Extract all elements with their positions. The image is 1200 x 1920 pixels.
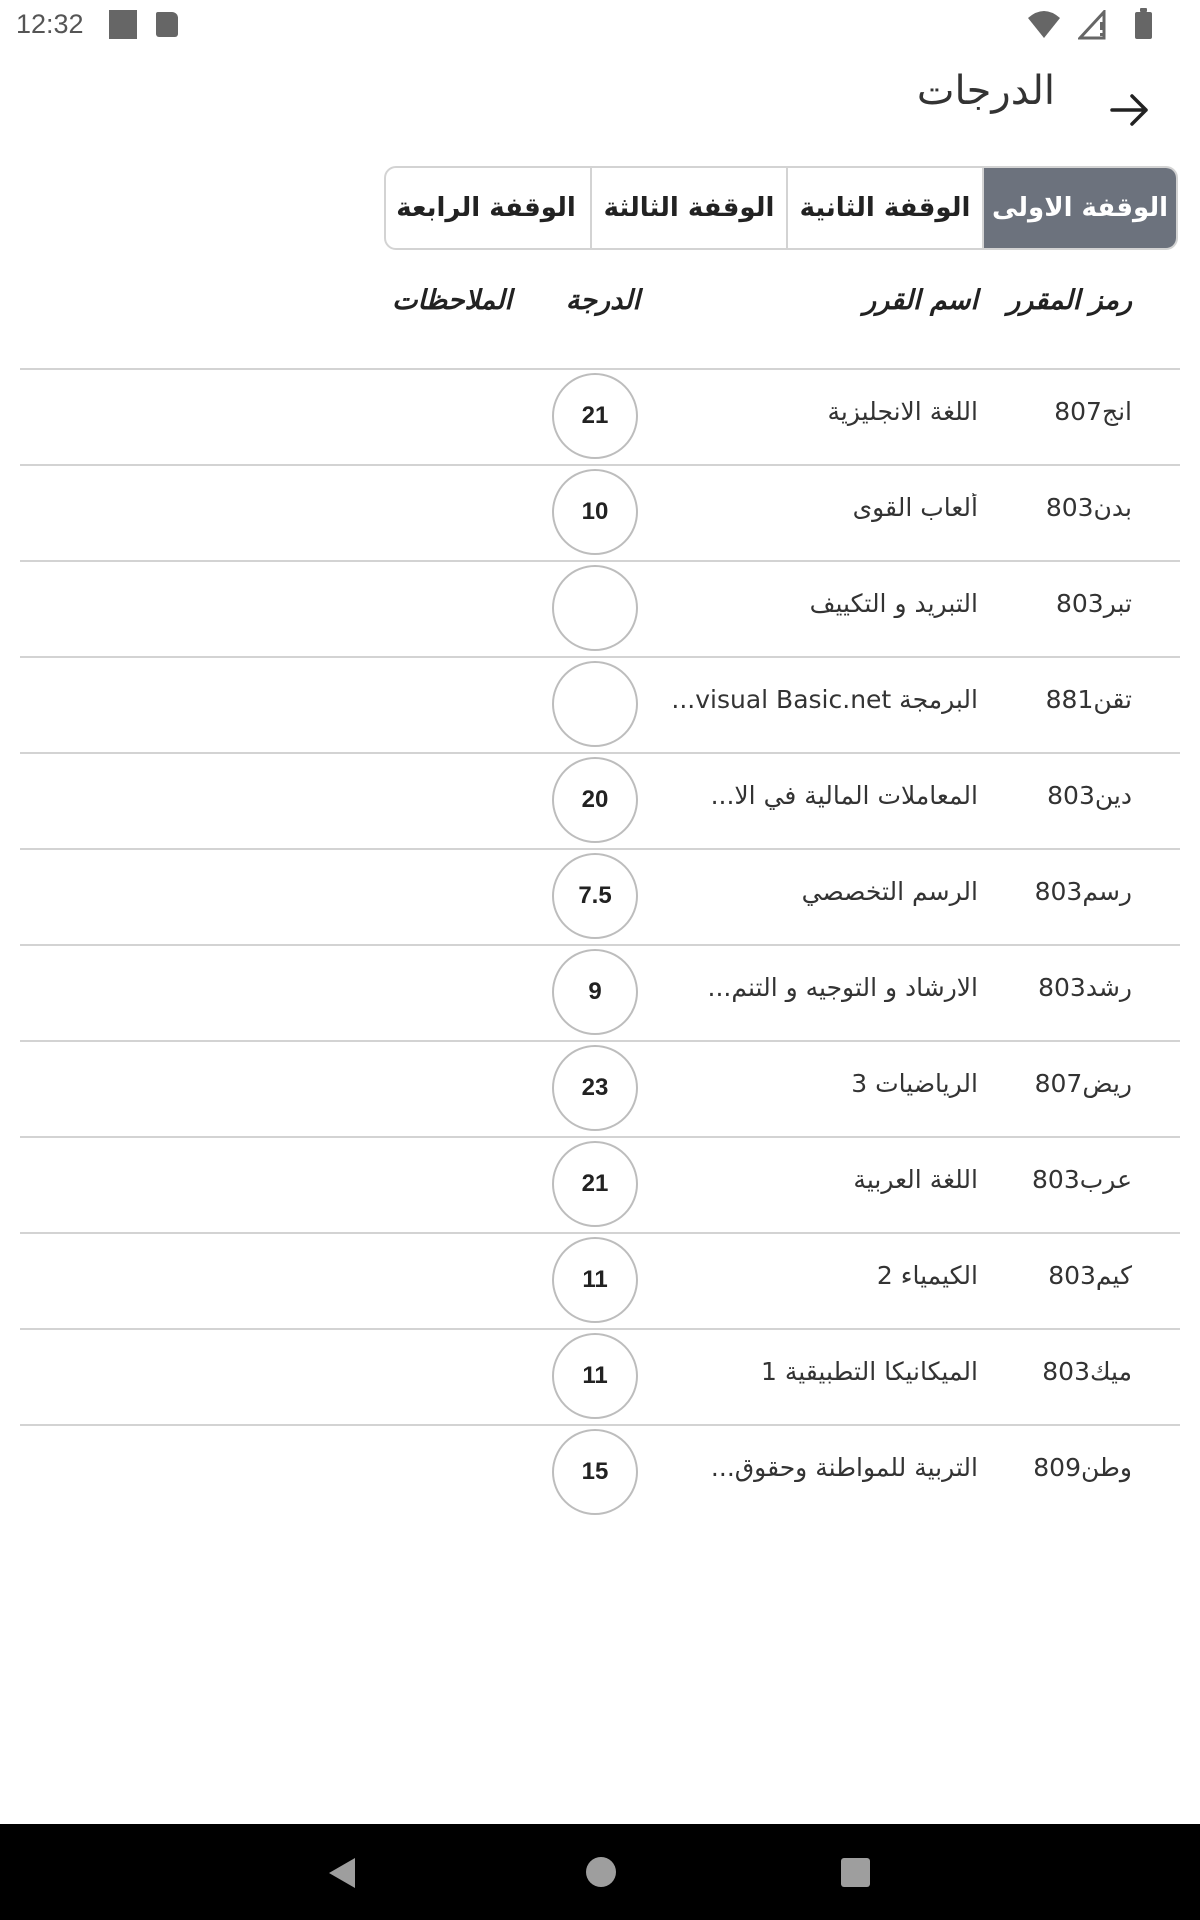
grade-badge: 11 [552,1237,638,1323]
recents-square-icon[interactable] [841,1858,870,1887]
course-code: ميك803 [1042,1357,1132,1386]
course-code: تبر803 [1055,589,1132,618]
page-title: الدرجات [916,68,1055,114]
course-name: الرسم التخصصي [801,877,978,906]
notes-cell [20,1042,520,1136]
sd-card-icon [156,12,178,37]
status-time: 12:32 [16,9,84,39]
status-icons [992,10,1152,40]
course-name: التبريد و التكييف [809,589,978,618]
tab-third-period[interactable]: الوقفة الثالثة [590,168,786,248]
battery-icon [1135,12,1152,39]
course-code: ريض807 [1034,1069,1132,1098]
table-row [20,1328,1180,1424]
course-name: الارشاد و التوجيه و التنم... [707,973,978,1002]
table-row [20,1040,1180,1136]
course-code: رشد803 [1038,973,1132,1002]
notes-cell [20,946,520,1040]
notes-cell [20,1138,520,1232]
grade-badge: 7.5 [552,853,638,939]
table-row [20,1136,1180,1232]
course-name: اللغة الانجليزية [827,397,978,426]
app-bar [0,60,1200,150]
course-code: وطن809 [1033,1453,1132,1482]
table-row [20,752,1180,848]
header-course-code: رمز المقرر [1007,285,1132,316]
tab-second-period[interactable]: الوقفة الثانية [786,168,982,248]
course-code: بدن803 [1045,493,1132,522]
tab-first-period[interactable]: الوقفة الاولى [982,168,1176,248]
course-name: الرياضيات 3 [851,1069,978,1098]
grade-badge: 20 [552,757,638,843]
system-nav-bar [0,1824,1200,1920]
table-row [20,656,1180,752]
table-row [20,848,1180,944]
course-name: اللغة العربية [853,1165,978,1194]
notes-cell [20,466,520,560]
course-name: ألعاب القوى [852,493,978,522]
status-bar [0,0,1200,50]
grade-badge: 23 [552,1045,638,1131]
arrow-right-icon[interactable] [1100,80,1160,140]
notes-cell [20,1426,520,1520]
course-name: المعاملات المالية في الا... [710,781,978,810]
notes-cell [20,370,520,464]
grade-badge: 9 [552,949,638,1035]
course-name: البرمجة visual Basic.net... [671,685,978,714]
notification-square-icon [109,10,137,39]
grade-badge: 21 [552,1141,638,1227]
table-row [20,1424,1180,1520]
course-code: كيم803 [1048,1261,1132,1290]
table-row [20,368,1180,464]
back-triangle-icon[interactable] [327,1856,357,1890]
course-code: تقن881 [1045,685,1132,714]
wifi-icon [1028,10,1060,40]
header-grade: الدرجة [565,285,640,316]
grade-badge: 11 [552,1333,638,1419]
grade-badge: 15 [552,1429,638,1515]
grade-badge: 10 [552,469,638,555]
course-name: الميكانيكا التطبيقية 1 [760,1357,978,1386]
tab-fourth-period[interactable]: الوقفة الرابعة [396,193,576,223]
notes-cell [20,1234,520,1328]
home-circle-icon[interactable] [586,1857,616,1887]
notes-cell [20,658,520,752]
course-code: دين803 [1047,781,1132,810]
notes-cell [20,562,520,656]
cellular-no-signal-icon [1078,10,1108,40]
course-code: رسم803 [1034,877,1132,906]
table-row [20,944,1180,1040]
course-code: انج807 [1054,397,1132,426]
table-row [20,464,1180,560]
grade-badge: 21 [552,373,638,459]
course-code: عرب803 [1032,1165,1132,1194]
period-tabs [384,166,1178,250]
header-notes: الملاحظات [392,285,512,316]
header-course-name: اسم القرر [863,285,978,316]
course-name: الكيمياء 2 [876,1261,978,1290]
notes-cell [20,754,520,848]
grade-badge [552,661,638,747]
grades-table [20,368,1180,1520]
notes-cell [20,850,520,944]
course-name: التربية للمواطنة وحقوق... [710,1453,978,1482]
table-row [20,1232,1180,1328]
grade-badge [552,565,638,651]
notes-cell [20,1330,520,1424]
table-row [20,560,1180,656]
